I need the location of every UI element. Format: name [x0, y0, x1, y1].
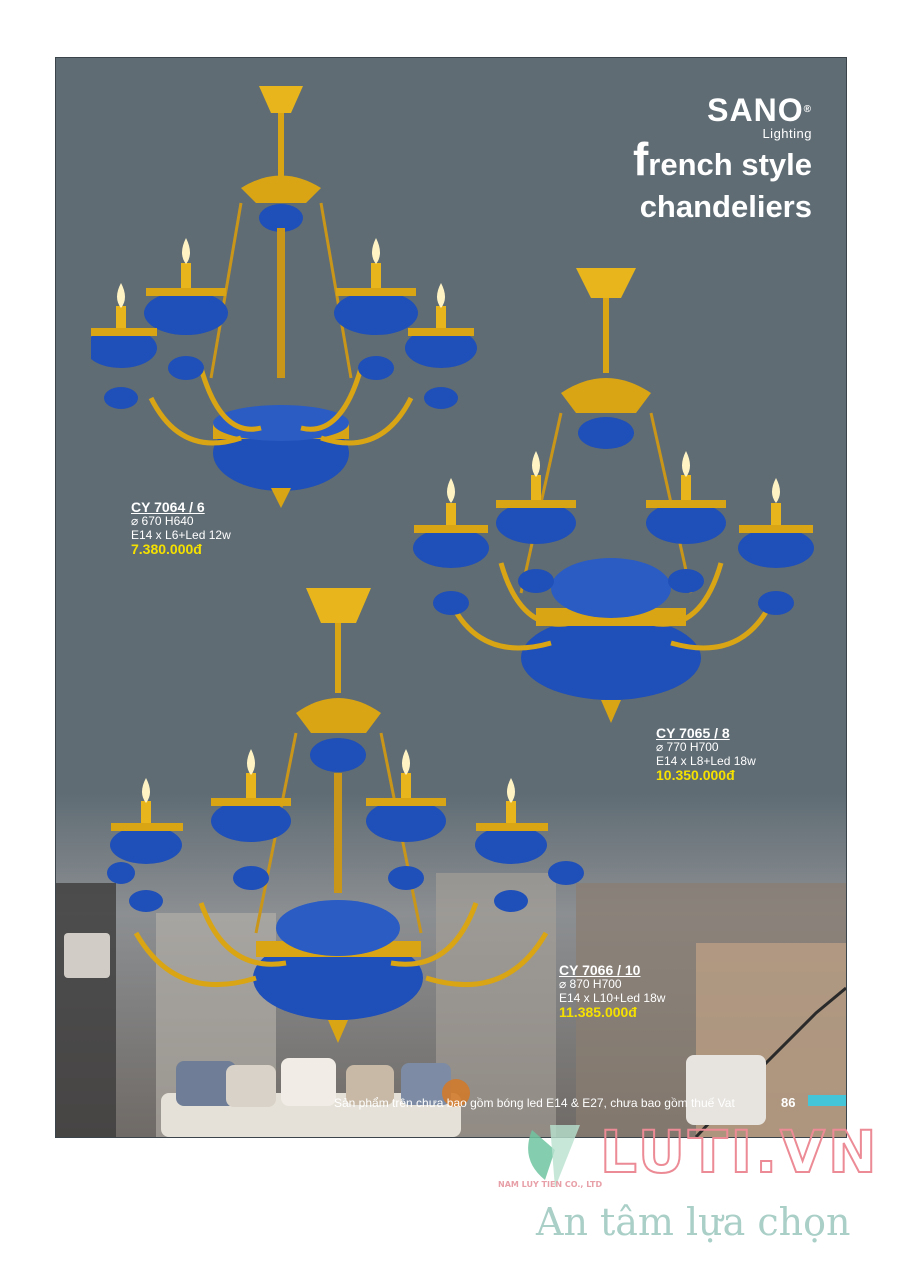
product-size: ⌀ 770 H700: [656, 740, 719, 754]
luti-logo-text: LUTI.VN: [600, 1118, 880, 1186]
product-spec: E14 x L10+Led 18w: [559, 991, 666, 1005]
product-spec: E14 x L8+Led 18w: [656, 754, 756, 768]
product-size: ⌀ 670 H640: [131, 514, 194, 528]
product-size: ⌀ 870 H700: [559, 977, 622, 991]
registered-mark: ®: [803, 104, 812, 115]
product-price: 7.380.000đ: [131, 541, 202, 557]
title-line2: chandeliers: [639, 189, 812, 224]
brand-logo: [707, 94, 812, 141]
product-price: 10.350.000đ: [656, 767, 735, 783]
product-cy7066: [559, 963, 665, 1019]
product-spec: E14 x L6+Led 12w: [131, 528, 231, 542]
catalog-page: [55, 57, 847, 1138]
product-code: CY 7064 / 6: [131, 499, 205, 515]
title-line1: rench style: [648, 147, 812, 182]
footer-note: Sản phẩm trên chưa bao gồm bóng led E14 & E27, chưa bao gồm thuế Vat: [334, 1096, 735, 1110]
watermark-company: NAM LUY TIEN CO., LTD: [498, 1180, 603, 1189]
product-cy7065: [656, 726, 756, 782]
product-code: CY 7066 / 10: [559, 962, 641, 978]
watermark-slogan: An tâm lựa chọn: [536, 1200, 851, 1244]
page-number-bar: [808, 1095, 846, 1106]
brand-subtitle: Lighting: [762, 126, 812, 141]
page-number: 86: [781, 1095, 796, 1110]
brand-name: SANO: [707, 92, 804, 128]
product-price: 11.385.000đ: [559, 1004, 637, 1020]
product-cy7064: [131, 500, 231, 556]
product-code: CY 7065 / 8: [656, 725, 730, 741]
chandelier-image-cy7066: [106, 583, 586, 1053]
title-first-letter: f: [632, 133, 649, 185]
